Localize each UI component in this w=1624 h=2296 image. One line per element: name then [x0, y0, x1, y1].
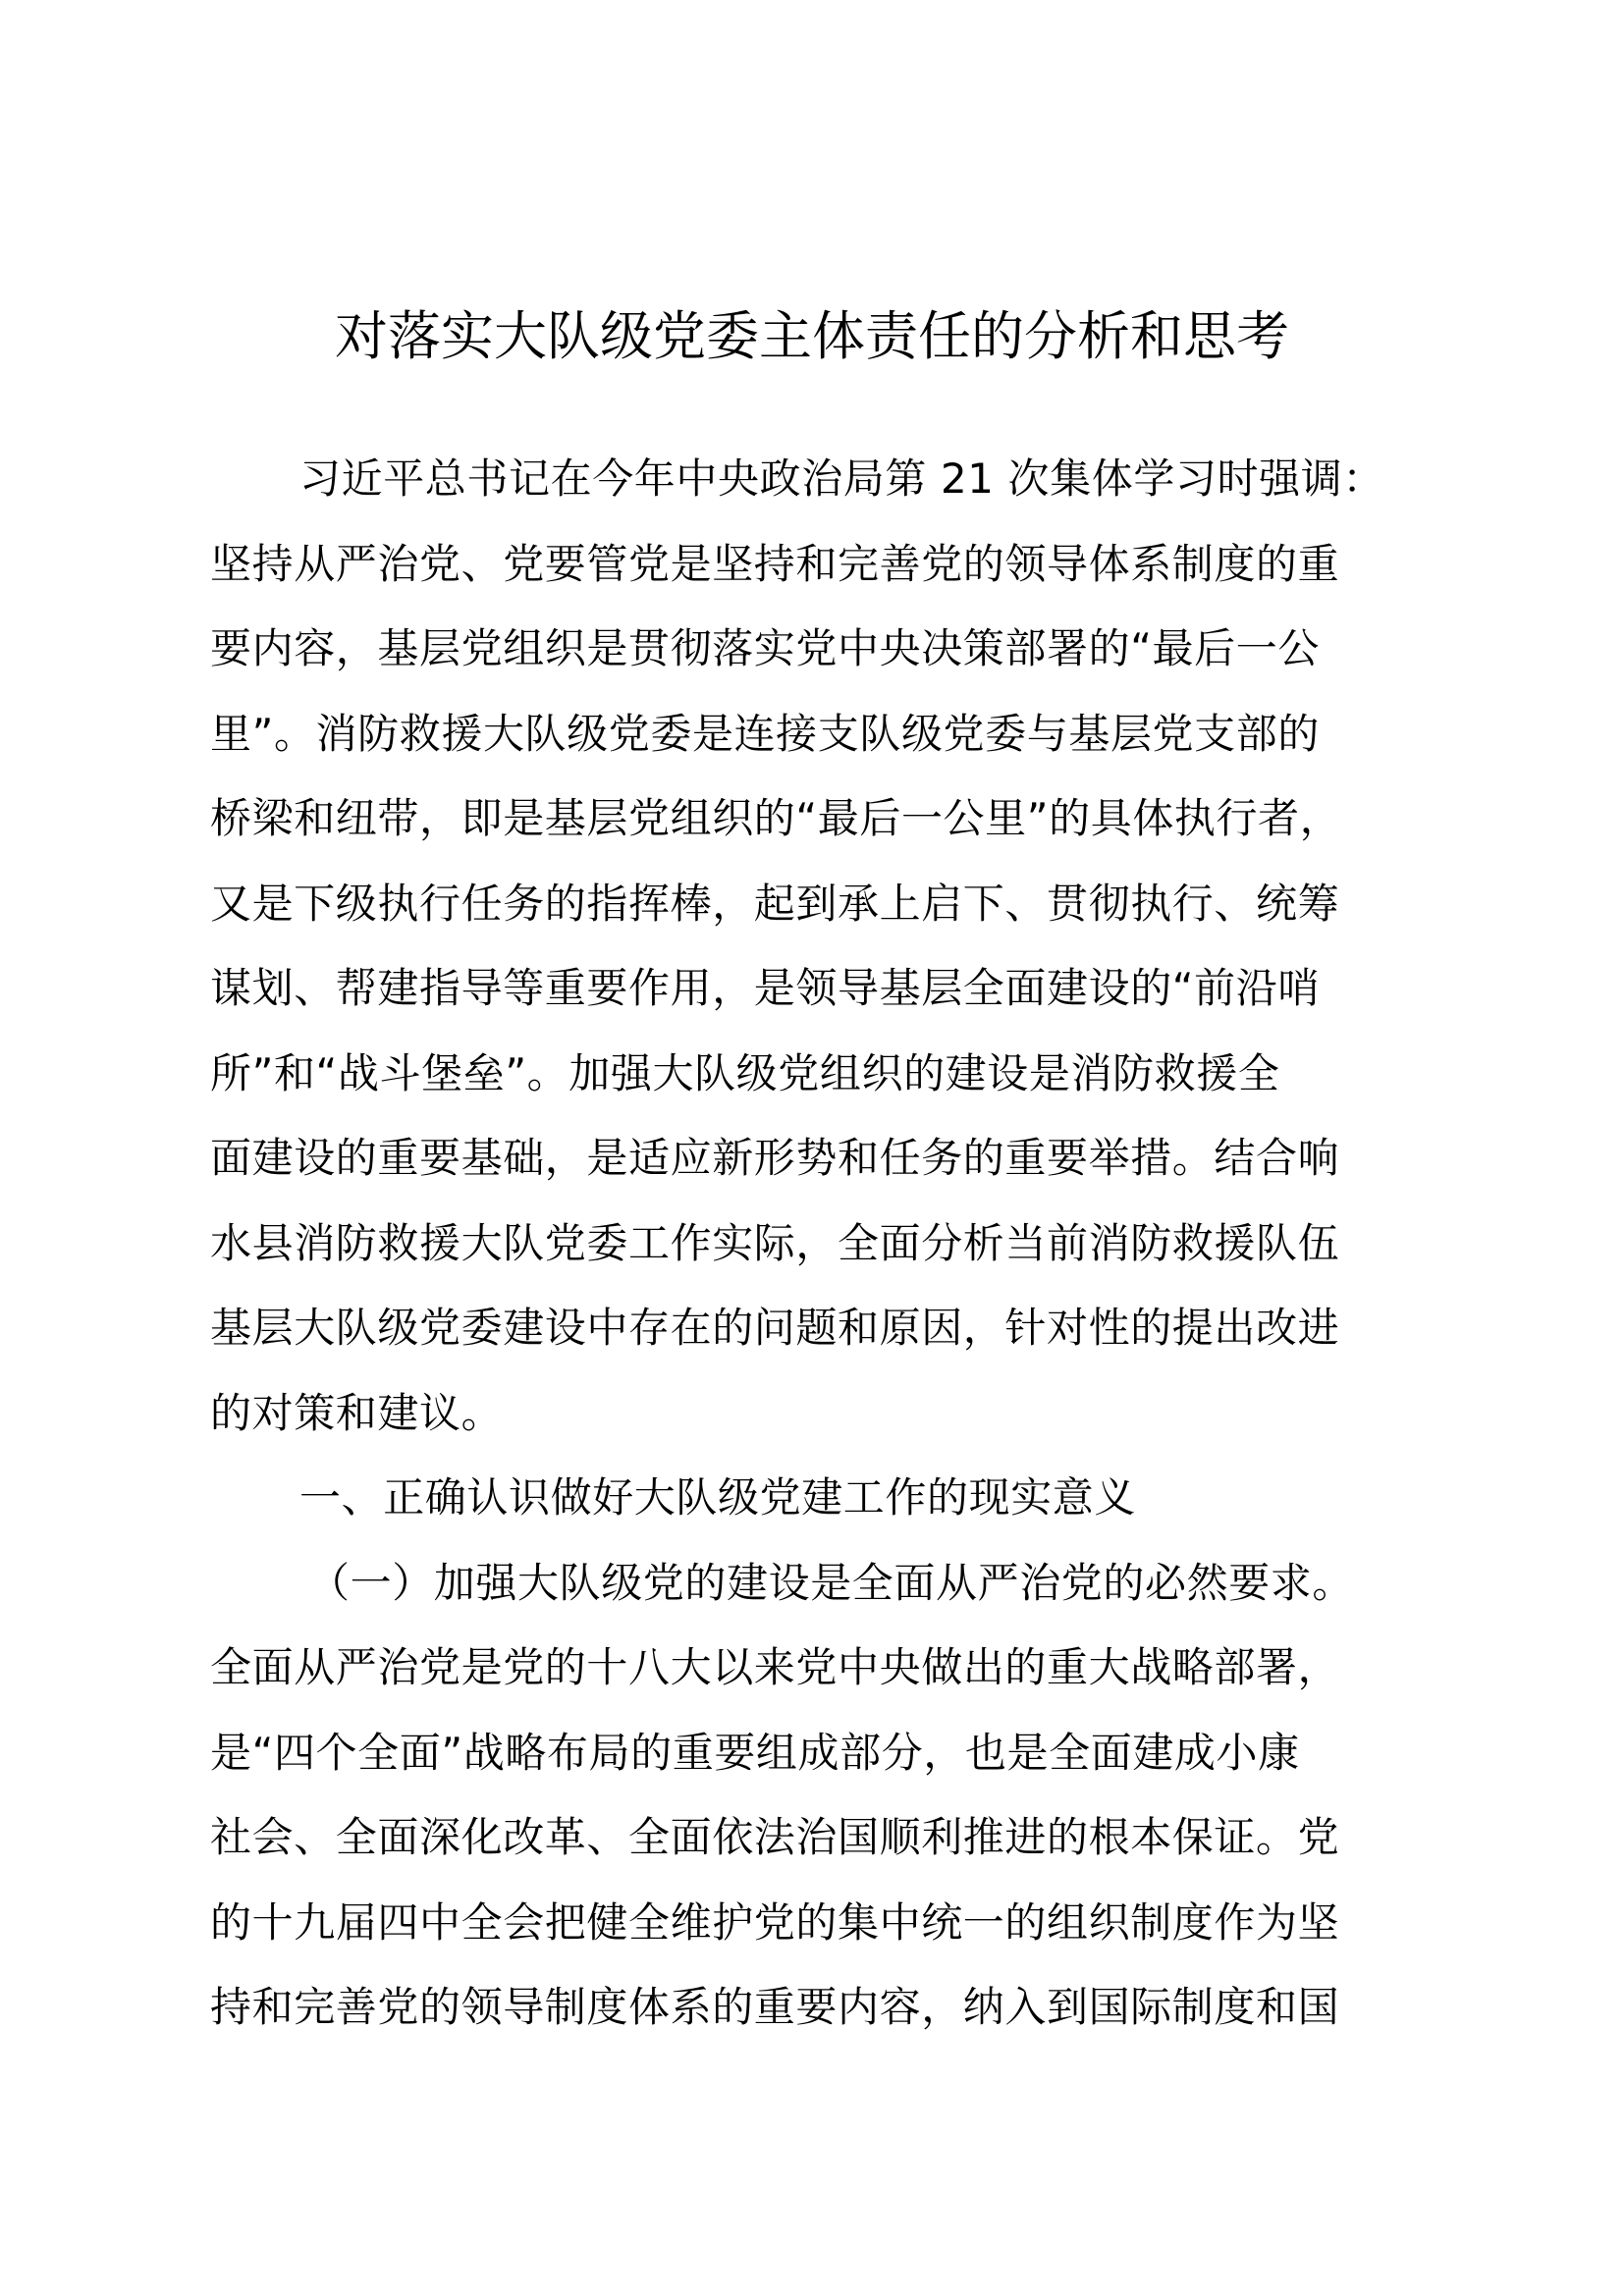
paragraph-line: 坚持从严治党、党要管党是坚持和完善党的领导体系制度的重: [210, 539, 1340, 588]
paragraph-line: 是“四个全面”战略布局的重要组成部分，也是全面建成小康: [210, 1728, 1300, 1777]
heading-line: 一、正确认识做好大队级党建工作的现实意义: [299, 1473, 1137, 1522]
paragraph-line: 持和完善党的领导制度体系的重要内容，纳入到国际制度和国: [210, 1983, 1340, 2031]
paragraph-line: 又是下级执行任务的指挥棒，起到承上启下、贯彻执行、统筹: [210, 879, 1340, 928]
paragraph-line: 里”。消防救援大队级党委是连接支队级党委与基层党支部的: [210, 709, 1320, 758]
paragraph-line: 全面从严治党是党的十八大以来党中央做出的重大战略部署，: [210, 1643, 1340, 1691]
paragraph-line: 水县消防救援大队党委工作实际，全面分析当前消防救援队伍: [210, 1218, 1340, 1267]
paragraph-line: 的对策和建议。: [210, 1388, 504, 1437]
paragraph-line: 谋划、帮建指导等重要作用，是领导基层全面建设的“前沿哨: [210, 964, 1320, 1012]
section-heading-1: [210, 1456, 1428, 1541]
paragraph-line: 要内容，基层党组织是贯彻落实党中央决策部署的“最后一公: [210, 624, 1320, 672]
paragraph-line: 桥梁和纽带，即是基层党组织的“最后一公里”的具体执行者，: [210, 794, 1342, 842]
paragraph-line: 习近平总书记在今年中央政治局第 21 次集体学习时强调：: [299, 454, 1384, 503]
subheading-line: （一）加强大队级党的建设是全面从严治党的必然要求。: [308, 1558, 1355, 1607]
paragraph-line: 所”和“战斗堡垒”。加强大队级党组织的建设是消防救援全: [210, 1048, 1280, 1097]
paragraph-line: 社会、全面深化改革、全面依法治国顺利推进的根本保证。党: [210, 1813, 1340, 1861]
subsection-paragraph-1: [210, 1541, 1428, 2051]
document-title: 对落实大队级党委主体责任的分析和思考: [335, 305, 1289, 367]
paragraph-line: 基层大队级党委建设中存在的问题和原因，针对性的提出改进: [210, 1304, 1340, 1352]
intro-paragraph: [210, 437, 1428, 1456]
paragraph-line: 的十九届四中全会把健全维护党的集中统一的组织制度作为坚: [210, 1897, 1340, 1947]
paragraph-line: 面建设的重要基础，是适应新形势和任务的重要举措。结合响: [210, 1134, 1340, 1182]
document-body: [210, 437, 1428, 2051]
